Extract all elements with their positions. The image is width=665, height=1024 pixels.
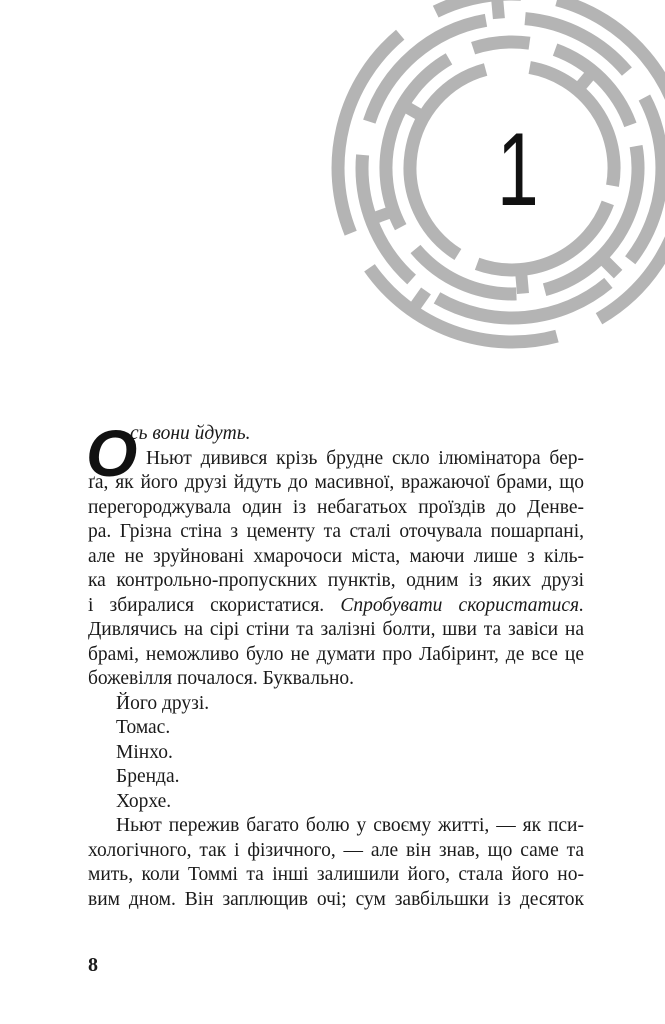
text-line: Бренда. xyxy=(116,766,180,787)
text-italic: Спробувати скористатися. xyxy=(340,594,584,616)
text-plain: і збиралися скористатися. xyxy=(88,594,325,616)
text-line: Ньют дивився крізь брудне скло ілюмінатора бер- xyxy=(146,447,584,469)
text-line: Мінхо. xyxy=(116,741,173,763)
text-line: перегороджувала один із небагатьох проїздів до Денве- xyxy=(88,496,584,518)
text-line: Його друзі. xyxy=(116,692,210,714)
maze-wall xyxy=(403,105,424,117)
body-text xyxy=(86,416,584,912)
text-line: хологічного, так і фізичного, — але він знав, що саме та xyxy=(88,839,584,861)
text-line: ґа, як його друзі йдуть до масивної, вражаючої брами, що xyxy=(88,472,584,493)
maze-ring-segment xyxy=(410,70,486,255)
chapter-maze-emblem xyxy=(0,0,665,380)
maze-ring-segment xyxy=(473,42,529,48)
text-line: вим дном. Він заплющив очі; сум завбільшки із десяток xyxy=(88,888,584,910)
text-line: Хорхе. xyxy=(116,790,172,812)
text-line: Томас. xyxy=(116,717,171,738)
text-line: але не зруйновані хмарочоси міста, маючи лише з кіль- xyxy=(88,545,584,567)
maze-wall xyxy=(661,181,665,183)
maze-wall xyxy=(371,211,394,219)
text-line: Дивлячись на сірі стіни та залізні болти, шви та завіси на xyxy=(88,619,584,640)
page-number: 8 xyxy=(88,954,98,976)
maze-ring-segment xyxy=(545,146,638,290)
text-line: мить, коли Томмі та інші залишили його, стала його но- xyxy=(88,864,584,885)
text-line: божевілля почалося. Буквально. xyxy=(88,668,355,689)
maze-wall xyxy=(601,257,618,274)
maze-ring-segment xyxy=(436,0,521,12)
text-line: ка контрольно-пропускних пунктів, одним із яких друзі xyxy=(88,570,584,591)
maze-wall xyxy=(521,270,523,294)
text-line: брамі, неможливо було не думати про Лабіринт, де все це xyxy=(88,643,584,665)
text-line xyxy=(88,594,584,619)
text-line: Ньют пережив багато болю у своєму житті, — як пси- xyxy=(116,815,584,836)
chapter-number: 1 xyxy=(497,112,539,228)
maze-wall xyxy=(497,0,499,19)
maze-wall xyxy=(412,291,426,311)
maze-wall xyxy=(578,72,593,90)
text-line: ра. Грізна стіна з цементу та сталі оточувала пошарпані, xyxy=(88,521,584,542)
drop-cap: О xyxy=(86,416,138,490)
opening-line: сь вони йдуть. xyxy=(130,423,251,444)
